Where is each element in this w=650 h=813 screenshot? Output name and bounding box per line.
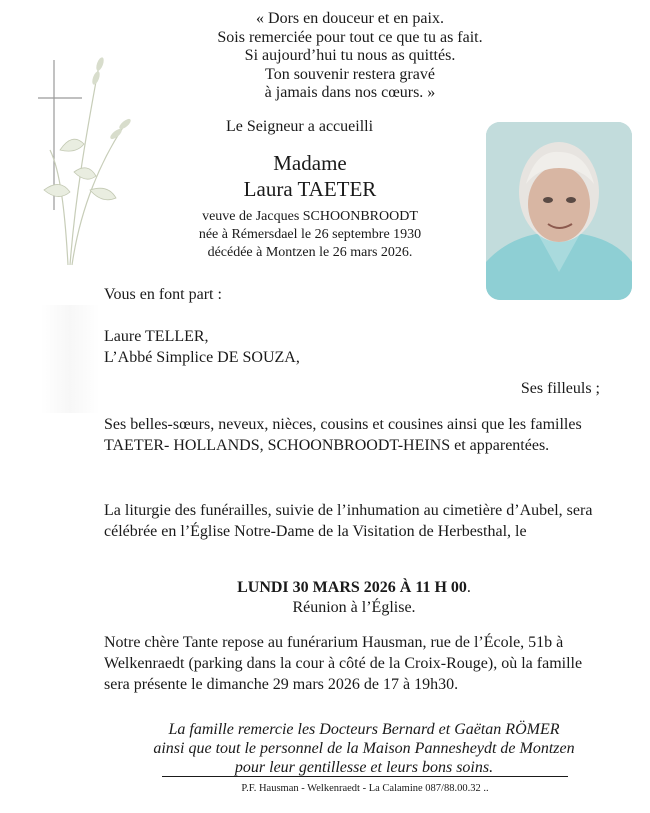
poem-line: à jamais dans nos cœurs. » bbox=[264, 84, 436, 101]
poem bbox=[160, 10, 540, 103]
family-member: L’Abbé Simplice DE SOUZA, bbox=[104, 349, 300, 366]
funerarium-paragraph: Notre chère Tante repose au funérarium Hausman, rue de l’École, 51b à Welkenraedt (parking dans la cour à côté de la Croix-Rouge), où la famille sera présente le dimanche 29 mars 2026 de 17 à 19h30. bbox=[104, 634, 583, 693]
wheat-grains bbox=[91, 56, 133, 140]
ceremony-block bbox=[104, 578, 604, 618]
poem-line: Sois remerciée pour tout ce que tu as fait. bbox=[217, 28, 483, 46]
ceremony-date-end: . bbox=[466, 579, 471, 596]
footer-divider bbox=[162, 776, 568, 777]
footer-credit: P.F. Hausman - Welkenraedt - La Calamine 087/88.00.32 .. bbox=[241, 783, 489, 794]
intro-line: Le Seigneur a accueilli bbox=[226, 118, 374, 135]
birth-line: née à Rémersdael le 26 septembre 1930 bbox=[198, 227, 422, 242]
thanks-block bbox=[104, 720, 624, 777]
family-list bbox=[104, 326, 604, 368]
ceremony-date: LUNDI 30 MARS 2026 À 11 H 00 bbox=[237, 579, 467, 596]
wheat-stalks bbox=[50, 60, 128, 265]
deceased-details bbox=[180, 208, 440, 262]
cross-and-lily-illustration bbox=[30, 40, 140, 270]
portrait-photo bbox=[486, 122, 632, 300]
liturgy-paragraph: La liturgie des funérailles, suivie de l’inhumation au cimetière d’Aubel, sera célébrée en l’Église Notre-Dame de la Visitation de Herbesthal, le bbox=[104, 502, 593, 540]
relatives-paragraph: Ses belles-sœurs, neveux, nièces, cousins et cousines ainsi que les familles TAETER- HOLLANDS, SCHOONBROODT-HEINS et apparentées. bbox=[104, 416, 582, 454]
deceased-name-block bbox=[200, 150, 420, 202]
godchildren-line: Ses filleuls ; bbox=[520, 380, 600, 397]
deceased-name: Laura TAETER bbox=[243, 177, 377, 201]
decorative-shadow bbox=[40, 305, 100, 413]
poem-line: Ton souvenir restera gravé bbox=[265, 65, 435, 83]
thanks-line: La famille remercie les Docteurs Bernard et Gaëtan RÖMER bbox=[168, 721, 560, 738]
family-member: Laure TELLER, bbox=[104, 328, 209, 345]
widow-line: veuve de Jacques SCHOONBROODT bbox=[202, 209, 418, 224]
poem-line: Si aujourd’hui tu nous as quittés. bbox=[244, 47, 456, 64]
thanks-line: ainsi que tout le personnel de la Maison Pannesheydt de Montzen bbox=[153, 740, 575, 757]
deceased-title: Madame bbox=[273, 151, 347, 175]
lily-flowers bbox=[44, 139, 116, 200]
poem-line: « Dors en douceur et en paix. bbox=[256, 10, 444, 27]
ceremony-meeting: Réunion à l’Église. bbox=[292, 599, 416, 616]
announce-line: Vous en font part : bbox=[104, 286, 222, 303]
portrait-illustration bbox=[486, 122, 632, 300]
death-line: décédée à Montzen le 26 mars 2026. bbox=[207, 245, 413, 260]
thanks-line: pour leur gentillesse et leurs bons soins. bbox=[234, 759, 494, 776]
